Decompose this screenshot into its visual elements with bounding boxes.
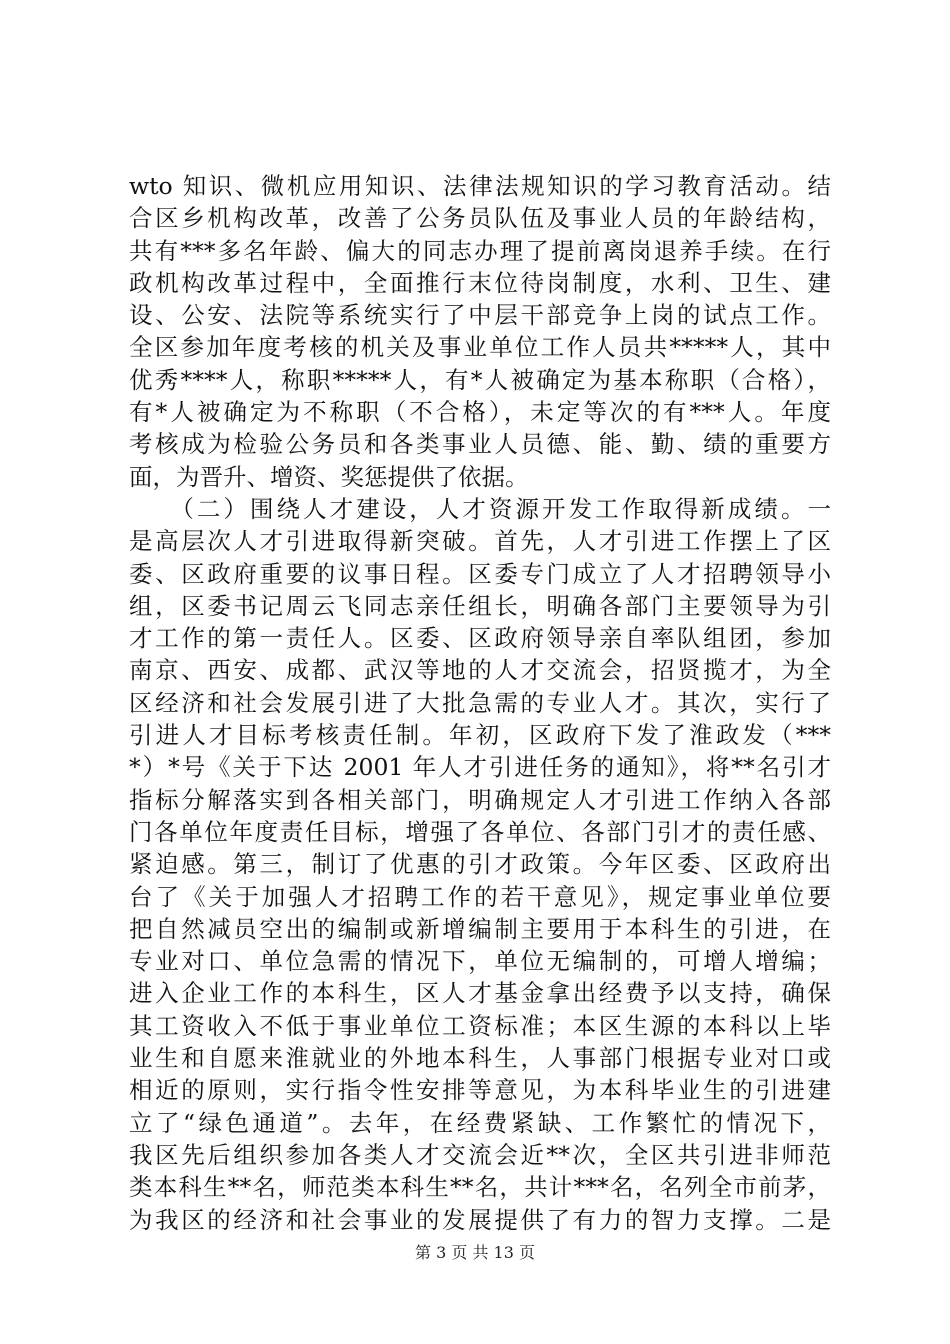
text-line: 组，区委书记周云飞同志亲任组长，明确各部门主要领导为引 bbox=[129, 591, 831, 620]
text-line: 业生和自愿来淮就业的外地本科生，人事部门根据专业对口或 bbox=[129, 1044, 831, 1073]
text-line: 合区乡机构改革，改善了公务员队伍及事业人员的年龄结构， bbox=[129, 204, 831, 233]
text-line: 考核成为检验公务员和各类事业人员德、能、勤、绩的重要方 bbox=[129, 430, 831, 459]
text-line: 为我区的经济和社会事业的发展提供了有力的智力支撑。二是 bbox=[129, 1205, 831, 1234]
text-line: 才工作的第一责任人。区委、区政府领导亲自率队组团，参加 bbox=[129, 624, 831, 653]
text-line: 我区先后组织参加各类人才交流会近**次，全区共引进非师范 bbox=[129, 1140, 831, 1169]
text-line: 相近的原则，实行指令性安排等意见，为本科毕业生的引进建 bbox=[129, 1076, 831, 1105]
text-line: 专业对口、单位急需的情况下，单位无编制的，可增人增编； bbox=[129, 947, 831, 976]
text-line: 全区参加年度考核的机关及事业单位工作人员共*****人，其中 bbox=[129, 333, 831, 362]
text-line: wto 知识、微机应用知识、法律法规知识的学习教育活动。结 bbox=[129, 172, 831, 200]
text-line: 南京、西安、成都、武汉等地的人才交流会，招贤揽才，为全 bbox=[129, 656, 831, 685]
text-line: 类本科生**名，师范类本科生**名，共计***名，名列全市前茅， bbox=[129, 1173, 831, 1202]
text-line: 引进人才目标考核责任制。年初，区政府下发了淮政发（*** bbox=[129, 721, 831, 750]
page-footer bbox=[0, 1240, 950, 1263]
text-line: 门各单位年度责任目标，增强了各单位、各部门引才的责任感、 bbox=[129, 817, 831, 846]
text-line: 其工资收入不低于事业单位工资标准；本区生源的本科以上毕 bbox=[129, 1011, 831, 1040]
text-line: 共有***多名年龄、偏大的同志办理了提前离岗退养手续。在行 bbox=[129, 236, 831, 265]
text-line: *）*号《关于下达 2001 年人才引进任务的通知》，将**名引才 bbox=[129, 753, 831, 782]
document-body bbox=[129, 170, 831, 1236]
text-line: 设、公安、法院等系统实行了中层干部竞争上岗的试点工作。 bbox=[129, 301, 831, 330]
text-line: 是高层次人才引进取得新突破。首先，人才引进工作摆上了区 bbox=[129, 527, 831, 556]
text-line: 有*人被确定为不称职（不合格），未定等次的有***人。年度 bbox=[129, 398, 831, 427]
text-line: 委、区政府重要的议事日程。区委专门成立了人才招聘领导小 bbox=[129, 559, 831, 588]
text-line: 指标分解落实到各相关部门，明确规定人才引进工作纳入各部 bbox=[129, 785, 831, 814]
text-line: 区经济和社会发展引进了大批急需的专业人才。其次，实行了 bbox=[129, 688, 831, 717]
text-line: （二）围绕人才建设，人才资源开发工作取得新成绩。一 bbox=[129, 494, 831, 523]
text-line: 优秀****人，称职*****人，有*人被确定为基本称职（合格）， bbox=[129, 365, 831, 394]
page-number-label: 第 3 页 共 13 页 bbox=[415, 1243, 535, 1262]
text-line: 进入企业工作的本科生，区人才基金拿出经费予以支持，确保 bbox=[129, 979, 831, 1008]
text-line: 紧迫感。第三，制订了优惠的引才政策。今年区委、区政府出 bbox=[129, 850, 831, 879]
text-line: 政机构改革过程中，全面推行末位待岗制度，水利、卫生、建 bbox=[129, 268, 831, 297]
text-line: 面，为晋升、增资、奖惩提供了依据。 bbox=[129, 462, 529, 491]
text-line: 台了《关于加强人才招聘工作的若干意见》，规定事业单位要 bbox=[129, 882, 831, 911]
text-line: 把自然减员空出的编制或新增编制主要用于本科生的引进，在 bbox=[129, 914, 831, 943]
text-line: 立了“绿色通道”。去年，在经费紧缺、工作繁忙的情况下， bbox=[129, 1108, 831, 1137]
